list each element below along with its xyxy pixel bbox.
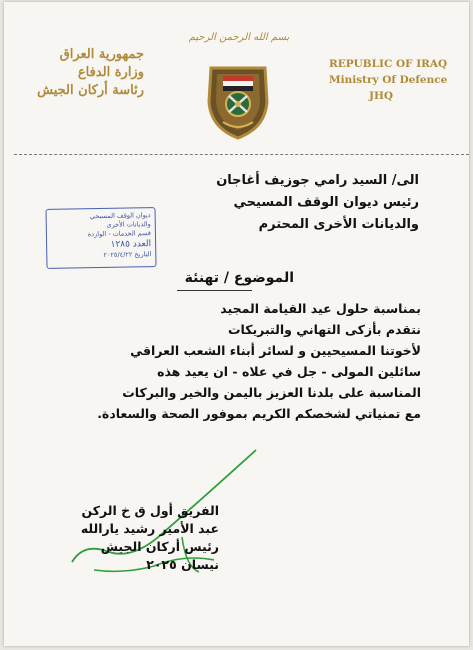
letterhead-ministry: Ministry Of Defence [329,74,448,86]
letter-page [4,2,469,646]
letterhead-jhq: JHQ [369,90,394,102]
stamp-number-label: العدد [132,239,152,250]
letter-body [49,298,421,424]
letterhead-line-2: وزارة الدفاع [77,65,144,80]
signer-title: رئيس أركان الجيش [100,539,219,554]
stamp-line-3: قسم الخدمات - الواردة [87,229,151,239]
address-line-1: الى/ السيد رامي جوزيف أغاجان [216,173,419,188]
signer-name: عبد الأمير رشيد يارالله [80,521,219,536]
basmala: بسم الله الرحمن الرحيم [188,32,290,43]
header-divider [14,154,469,155]
recipient-address [119,170,419,236]
army-emblem-icon [201,62,275,142]
body-line-6: مع تمنياتي لشخصكم الكريم بموفور الصحة والسعادة. [97,406,421,421]
letterhead-line-3: رئاسة أركان الجيش [37,83,144,98]
stamp-line-2: والديانات الأخرى [106,220,151,229]
subject-underline [177,290,252,291]
body-line-2: نتقدم بأزكى التهاني والتبريكات [227,322,421,337]
letter-date: نيسان ٢٠٢٥ [146,557,219,572]
signer-rank: الفريق أول ق خ الركن [81,503,219,518]
stamp-date [51,250,151,261]
address-line-2: رئيس ديوان الوقف المسيحي [233,195,419,210]
body-line-4: سائلين المولى - جل في علاه - ان يعيد هذه [157,364,421,379]
address-line-3: والديانات الأخرى المحترم [258,217,419,232]
stamp-date-value: ٢٠٢٥/٤/٢٢ [103,250,133,259]
incoming-stamp [45,207,156,269]
stamp-date-label: التاريخ [134,250,152,259]
body-line-5: المناسبة على بلدنا العزيز باليمن والخير والبركات [122,385,421,400]
subject-line: الموضوع / تهنئة [184,270,294,286]
body-line-1: بمناسبة حلول عيد القيامة المجيد [220,301,421,316]
arabic-letterhead [24,46,144,100]
signature-block [49,502,219,574]
letterhead-republic: REPUBLIC OF IRAQ [329,58,448,70]
stamp-number-value: ١٢٨٥ [110,239,131,250]
stamp-line-1: ديوان الوقف المسيحي [89,211,151,221]
english-letterhead [329,56,464,104]
body-line-3: لأخوتنا المسيحيين و لسائر أبناء الشعب العراقي [130,343,421,358]
letterhead-line-1: جمهورية العراق [59,47,144,62]
